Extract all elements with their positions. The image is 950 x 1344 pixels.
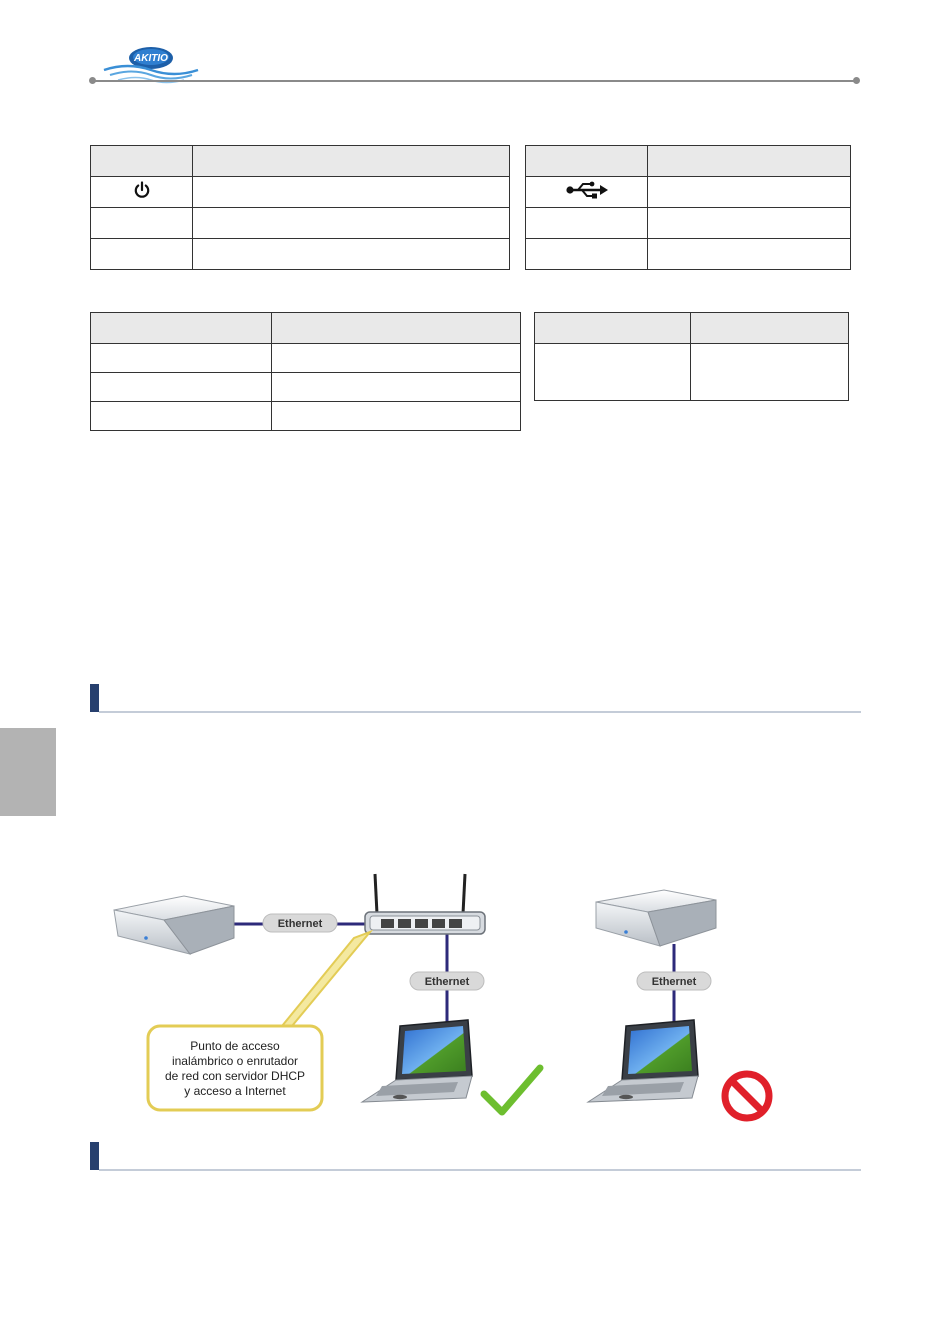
table-cell [526, 239, 648, 270]
prohibited-icon [725, 1074, 769, 1118]
table-cell [91, 344, 272, 373]
table-cell [272, 402, 521, 431]
section-marker [90, 1142, 99, 1170]
laptop-computer [362, 1020, 472, 1102]
table-header-row [91, 146, 510, 177]
table-cell [526, 177, 648, 208]
table-cell [91, 402, 272, 431]
table-header-row [91, 313, 521, 344]
network-storage-device [114, 896, 234, 954]
table-header-cell [91, 313, 272, 344]
reset-button-table [534, 312, 849, 401]
svg-text:Ethernet: Ethernet [651, 976, 697, 988]
table-cell [193, 239, 510, 270]
front-panel-table [90, 145, 510, 270]
ethernet-label-direct [637, 972, 711, 990]
laptop-computer-direct [588, 1020, 698, 1102]
ethernet-label-laptop [410, 972, 484, 990]
network-connection-diagram [100, 866, 860, 1136]
callout-pointer [282, 932, 370, 1026]
svg-text:Ethernet: Ethernet [277, 918, 323, 930]
table-row [535, 344, 849, 401]
header-rule-left-dot [89, 77, 96, 84]
table-header-cell [535, 313, 691, 344]
section-rule [99, 1169, 861, 1171]
svg-text:Ethernet: Ethernet [424, 976, 470, 988]
network-storage-device-direct [596, 890, 716, 946]
usb-icon [565, 180, 609, 200]
table-header-cell [272, 313, 521, 344]
svg-text:inalámbrico o enrutador: inalámbrico o enrutador [171, 1054, 299, 1068]
table-cell [91, 373, 272, 402]
table-row [91, 344, 521, 373]
table-header-cell [526, 146, 648, 177]
table-header-cell [648, 146, 851, 177]
usb-port-table [525, 145, 851, 270]
table-cell [193, 177, 510, 208]
table-cell [526, 208, 648, 239]
led-status-table [90, 312, 521, 431]
svg-text:Punto de acceso: Punto de acceso [190, 1039, 280, 1053]
table-header-cell [691, 313, 849, 344]
green-checkmark-icon [484, 1068, 540, 1112]
table-cell [91, 239, 193, 270]
table-row [91, 208, 510, 239]
table-row [91, 373, 521, 402]
table-cell [193, 208, 510, 239]
header-rule [92, 80, 858, 82]
section-rule [99, 711, 861, 713]
table-header-row [535, 313, 849, 344]
table-row [526, 208, 851, 239]
table-cell [272, 344, 521, 373]
table-row [91, 402, 521, 431]
header-rule-right-dot [853, 77, 860, 84]
table-cell [91, 208, 193, 239]
table-row [91, 239, 510, 270]
table-cell [648, 208, 851, 239]
svg-text:de red con servidor DHCP: de red con servidor DHCP [164, 1069, 306, 1083]
table-cell [535, 344, 691, 401]
wireless-router [365, 874, 485, 934]
table-row [526, 177, 851, 208]
table-cell [648, 177, 851, 208]
chapter-side-tab [0, 728, 56, 816]
table-cell [272, 373, 521, 402]
ethernet-label-router [263, 914, 337, 932]
table-row [91, 177, 510, 208]
power-icon [132, 180, 152, 200]
table-cell [91, 177, 193, 208]
table-header-row [526, 146, 851, 177]
table-cell [691, 344, 849, 401]
table-row [526, 239, 851, 270]
table-header-cell [91, 146, 193, 177]
table-header-cell [193, 146, 510, 177]
svg-text:y acceso a Internet: y acceso a Internet [184, 1084, 286, 1098]
table-cell [648, 239, 851, 270]
section-marker [90, 684, 99, 712]
dhcp-router-callout [148, 1026, 322, 1110]
logo-wordmark: AKITIO [134, 53, 168, 64]
